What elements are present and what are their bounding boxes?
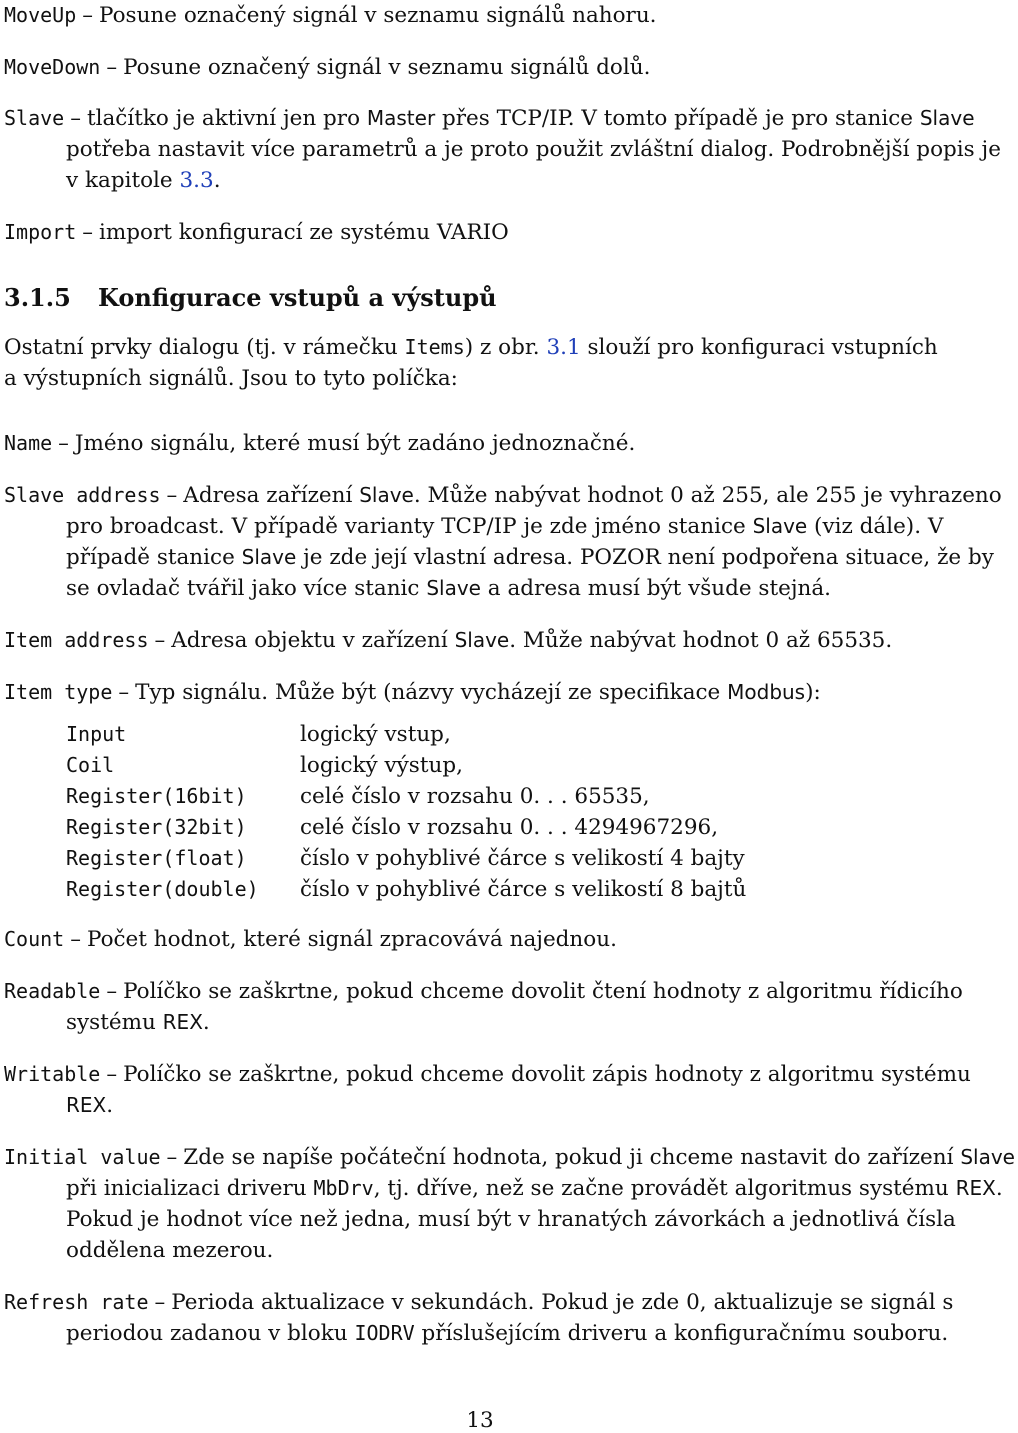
dash: –: [106, 55, 118, 80]
desc-text: .: [106, 1093, 114, 1118]
term-initial-value: Initial value: [4, 1145, 161, 1169]
intro-text: slouží pro konfiguraci vstupních a výstupních signálů. Jsou to tyto políčka:: [4, 335, 938, 391]
type-desc: celé číslo v rozsahu 0. . . 4294967296,: [300, 815, 719, 840]
desc-name: Jméno signálu, které musí být zadáno jednoznačné.: [74, 431, 636, 456]
type-name: Coil: [66, 753, 115, 777]
term-item-type: Item type: [4, 680, 113, 704]
dash: –: [154, 1290, 166, 1315]
entry-refresh-rate: [4, 1287, 1018, 1349]
term-slave: Slave: [4, 106, 65, 130]
sf-slave: Slave: [426, 576, 481, 600]
term-movedown: MoveDown: [4, 55, 101, 79]
desc-text: potřeba nastavit více parametrů a je proto použit zvláštní dialog. Podrobnější popis je v kapitole: [66, 137, 1001, 193]
dash: –: [166, 483, 178, 508]
section-heading: [4, 282, 497, 314]
type-desc: číslo v pohyblivé čárce s velikostí 4 bajty: [300, 846, 745, 871]
desc-text: Adresa objektu v zařízení: [171, 628, 455, 653]
page-number: 13: [466, 1408, 494, 1433]
desc-text: . Může nabývat hodnot 0 až 65535.: [509, 628, 893, 653]
desc-text: příslušejícím driveru a konfiguračnímu souboru.: [414, 1321, 949, 1346]
entry-import: [4, 217, 1018, 248]
type-desc: logický vstup,: [300, 722, 451, 747]
intro-text: ) z obr.: [464, 335, 547, 360]
entry-moveup: [4, 0, 1018, 31]
desc-text: Zde se napíše počáteční hodnota, pokud ji chceme nastavit do zařízení: [183, 1145, 961, 1170]
sf-slave: Slave: [454, 628, 510, 652]
table-row: [66, 750, 746, 781]
desc-text: Políčko se zaškrtne, pokud chceme dovolit čtení hodnoty z algoritmu řídicího systému: [66, 979, 963, 1035]
desc-text: Typ signálu. Může být (názvy vycházejí ze specifikace: [135, 680, 728, 705]
sf-slave: Slave: [359, 483, 414, 507]
dash: –: [58, 431, 69, 456]
table-row: [66, 812, 746, 843]
term-writable: Writable: [4, 1062, 101, 1086]
desc-text: při inicializaci driveru: [66, 1176, 314, 1201]
desc-text: .: [202, 1010, 210, 1035]
table-row: [66, 874, 746, 905]
entry-name: [4, 428, 1018, 459]
dash: –: [82, 220, 93, 245]
sf-master: Master: [366, 106, 436, 130]
sf-rex: REX: [66, 1093, 107, 1117]
item-type-table: [66, 719, 746, 905]
type-name: Input: [66, 722, 127, 746]
sf-slave: Slave: [241, 545, 297, 569]
term-count: Count: [4, 927, 65, 951]
type-name: Register(32bit): [66, 815, 247, 839]
term-item-address: Item address: [4, 628, 149, 652]
term-moveup: MoveUp: [4, 3, 77, 27]
desc-text: přes TCP/IP. V tomto případě je pro stanice: [435, 106, 920, 131]
entry-initial-value: [4, 1142, 1018, 1266]
desc-text: . Může nabývat hodnot 0 až 255, ale 255 je vyhrazeno pro broadcast. V případě varianty TCP/IP je zde jméno stanice: [66, 483, 1002, 539]
entry-item-address: [4, 625, 1018, 656]
type-name: Register(double): [66, 877, 259, 901]
desc-text: a adresa musí být všude stejná.: [480, 576, 831, 601]
desc-text: ):: [805, 680, 821, 705]
term-refresh-rate: Refresh rate: [4, 1290, 149, 1314]
dash: –: [82, 3, 93, 28]
dash: –: [70, 106, 81, 131]
dash: –: [154, 628, 166, 653]
type-name: Register(float): [66, 846, 247, 870]
entry-count: [4, 924, 1018, 955]
term-readable: Readable: [4, 979, 101, 1003]
sf-slave: Slave: [919, 106, 975, 130]
entry-movedown: [4, 52, 1018, 83]
dash: –: [106, 1062, 118, 1087]
desc-import: import konfigurací ze systému VARIO: [99, 220, 509, 245]
sf-rex: REX: [162, 1010, 203, 1034]
desc-movedown: Posune označený signál v seznamu signálů dolů.: [123, 55, 651, 80]
section-title: Konfigurace vstupů a výstupů: [98, 283, 497, 312]
desc-text: . Pokud je hodnot více než jedna, musí být v hranatých závorkách a jednotlivá čísla oddělena mezerou.: [66, 1176, 1003, 1263]
entry-slave: [4, 103, 1018, 196]
sf-rex: REX: [955, 1176, 996, 1200]
tt-mbdrv: MbDrv: [313, 1176, 374, 1200]
desc-text: , tj. dříve, než se začne provádět algoritmus systému: [373, 1176, 956, 1201]
table-row: [66, 781, 746, 812]
sf-slave: Slave: [960, 1145, 1015, 1169]
dash: –: [118, 680, 130, 705]
table-row: [66, 719, 746, 750]
sf-slave: Slave: [752, 514, 808, 538]
type-desc: číslo v pohyblivé čárce s velikostí 8 bajtů: [300, 877, 747, 902]
term-name: Name: [4, 431, 53, 455]
entry-readable: [4, 976, 1018, 1038]
desc-text: (viz dále). V případě stanice: [66, 514, 944, 570]
table-row: [66, 843, 746, 874]
chapter-reference-link[interactable]: 3.3: [179, 168, 214, 193]
dash: –: [70, 927, 81, 952]
desc-text: Políčko se zaškrtne, pokud chceme dovolit zápis hodnoty z algoritmu systému: [123, 1062, 971, 1087]
desc-text: .: [213, 168, 221, 193]
figure-reference-link[interactable]: 3.1: [546, 335, 581, 360]
type-desc: logický výstup,: [300, 753, 463, 778]
desc-count: Počet hodnot, které signál zpracovává najednou.: [86, 927, 617, 952]
desc-text: Adresa zařízení: [183, 483, 360, 508]
desc-moveup: Posune označený signál v seznamu signálů nahoru.: [99, 3, 657, 28]
section-number: 3.1.5: [4, 283, 71, 312]
tt-items: Items: [404, 335, 465, 359]
dash: –: [106, 979, 118, 1004]
type-desc: celé číslo v rozsahu 0. . . 65535,: [300, 784, 650, 809]
tt-iodrv: IODRV: [354, 1321, 415, 1345]
type-name: Register(16bit): [66, 784, 247, 808]
desc-text: je zde její vlastní adresa. POZOR není podpořena situace, že by se ovladač tvářil jako více stanic: [66, 545, 994, 601]
term-slave-address: Slave address: [4, 483, 161, 507]
desc-text: tlačítko je aktivní jen pro: [86, 106, 367, 131]
intro-paragraph: [4, 332, 956, 394]
entry-item-type: [4, 677, 1018, 708]
desc-text: Perioda aktualizace v sekundách. Pokud je zde 0, aktualizuje se signál s periodou zadanou v bloku: [66, 1290, 954, 1346]
entry-slave-address: [4, 480, 1018, 604]
term-import: Import: [4, 220, 77, 244]
entry-writable: [4, 1059, 1018, 1121]
intro-text: Ostatní prvky dialogu (tj. v rámečku: [4, 335, 405, 360]
dash: –: [166, 1145, 178, 1170]
sf-modbus: Modbus: [727, 680, 806, 704]
